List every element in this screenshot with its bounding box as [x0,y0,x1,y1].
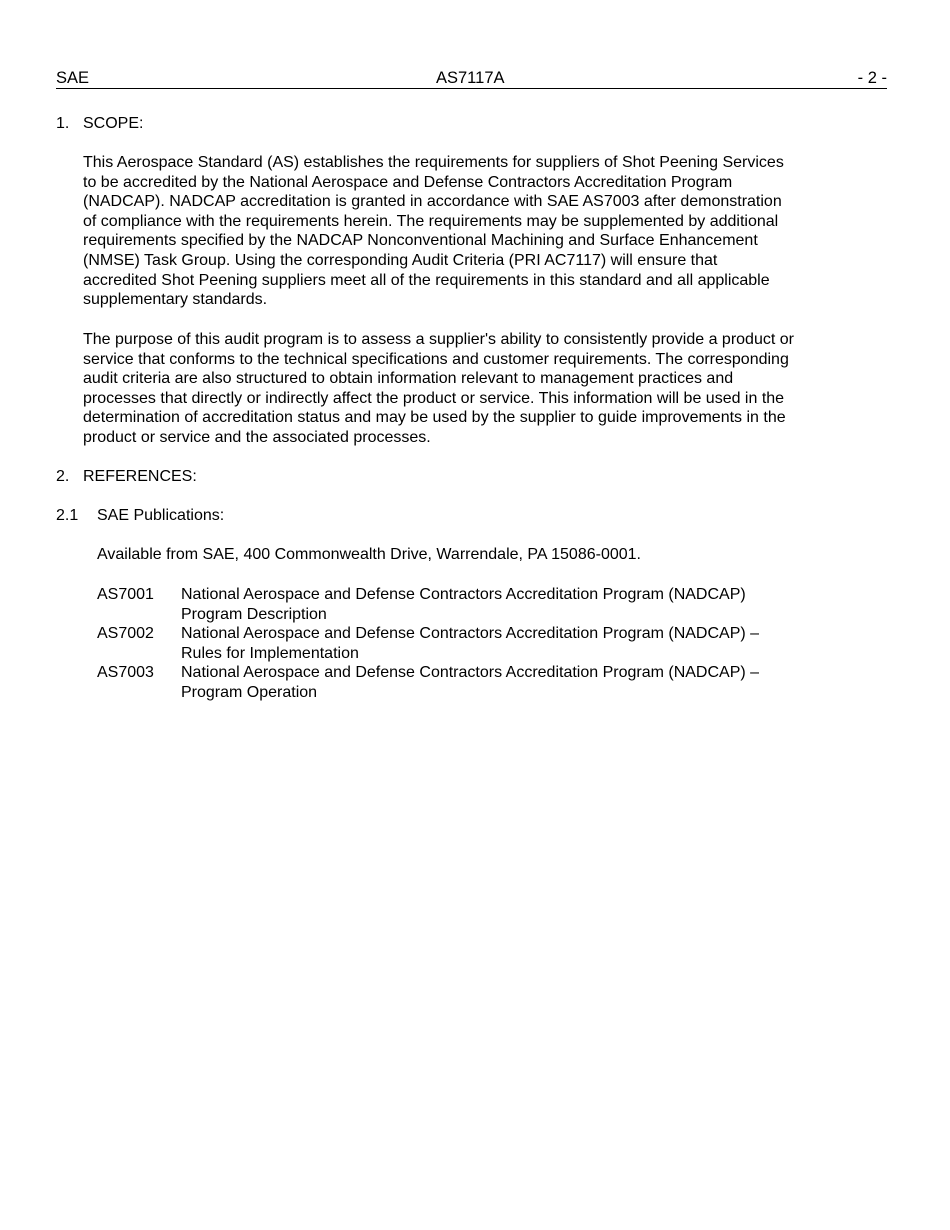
reference-code: AS7003 [97,664,154,681]
scope-paragraph-1: This Aerospace Standard (AS) establishes the requirements for suppliers of Shot Peening Services to be accredited by the National Aerospace and Defense Contractors Accreditation Program (NADCAP). NADCAP accreditation is granted in accordance with SAE AS7003 after demonstration of compliance with the requirements herein. The requirements may be supplemented by additional requirements specified by the NADCAP Nonconventional Machining and Surface Enhancement (NMSE) Task Group. Using the corresponding Audit Criteria (PRI AC7117) will ensure that accredited Shot Peening suppliers meet all of the requirements in this standard and all applicable supplementary standards. [83,154,784,309]
header-organization: SAE [56,69,90,87]
scope-paragraph-2: The purpose of this audit program is to assess a supplier's ability to consistently provide a product or service that conforms to the technical specifications and customer requirements. The corresponding audit criteria are also structured to obtain information relevant to management practices and processes that directly or indirectly affect the product or service. This information will be used in the determination of accreditation status and may be used by the supplier to guide improvements in the product or service and the associated processes. [83,331,794,446]
reference-description: National Aerospace and Defense Contractors Accreditation Program (NADCAP) – Rules for Implementation [181,625,760,662]
reference-item [97,663,857,703]
section-references-heading [0,467,950,487]
header-document-number: AS7117A [436,69,505,87]
reference-item [97,624,857,664]
page-header [56,68,887,89]
section-number: 2. [56,468,70,485]
reference-description: National Aerospace and Defense Contractors Accreditation Program (NADCAP) – Program Operation [181,664,760,701]
reference-code: AS7001 [97,586,154,603]
section-number: 2.1 [56,507,79,524]
reference-item [97,585,857,625]
reference-description: National Aerospace and Defense Contractors Accreditation Program (NADCAP) Program Description [181,586,746,623]
section-number: 1. [56,115,70,132]
subsection-sae-publications-heading [0,506,950,526]
section-title: SAE Publications: [97,507,225,524]
availability-statement: Available from SAE, 400 Commonwealth Drive, Warrendale, PA 15086-0001. [97,546,641,563]
reference-code: AS7002 [97,625,154,642]
section-title: SCOPE: [83,115,144,132]
section-title: REFERENCES: [83,468,197,485]
section-scope-heading [0,114,950,134]
header-page-number: - 2 - [857,69,887,87]
